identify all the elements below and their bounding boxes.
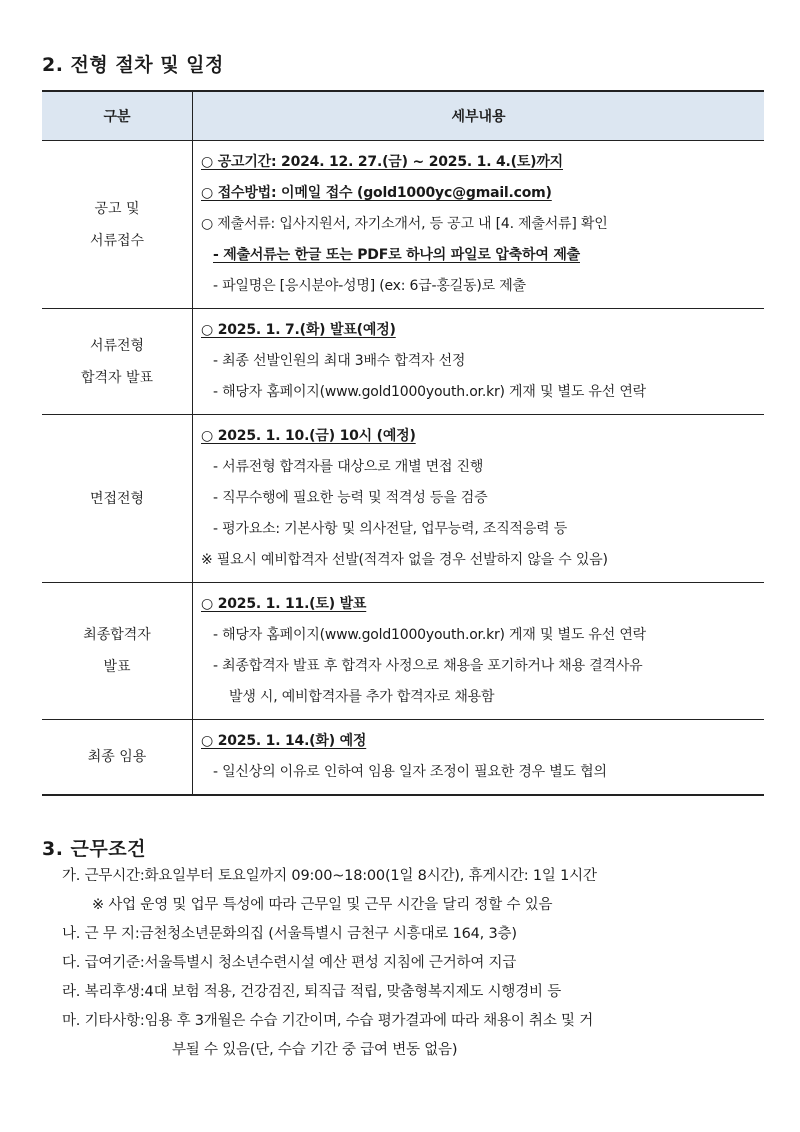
category-cell (42, 141, 193, 309)
detail-text: - 최종 선발인원의 최대 3배수 합격자 선정 (213, 353, 466, 369)
detail-line (201, 178, 764, 209)
detail-line (201, 757, 764, 788)
detail-line (201, 726, 764, 757)
detail-line (201, 514, 764, 545)
table-body (42, 141, 764, 796)
detail-line (201, 315, 764, 346)
detail-text: - 해당자 홈페이지(www.gold1000youth.or.kr) 게재 및 별도 유선 연락 (213, 627, 646, 643)
detail-line (201, 421, 764, 452)
detail-text: - 일신상의 이유로 인하여 임용 일자 조정이 필요한 경우 별도 협의 (213, 764, 607, 780)
condition-item-salary (62, 949, 772, 978)
category-label: 최종합격자 (83, 627, 151, 643)
category-cell (42, 720, 193, 796)
detail-text: ○ 접수방법: 이메일 접수 (gold1000yc@gmail.com) (201, 185, 552, 201)
table-header-row (42, 91, 764, 141)
condition-label: 라. 복리후생: (62, 984, 145, 1000)
condition-label: 가. 근무시간: (62, 868, 145, 884)
working-conditions-list (62, 862, 772, 1065)
condition-value: 서울특별시 청소년수련시설 예산 편성 지침에 근거하여 지급 (144, 955, 517, 971)
category-label: 발표 (103, 659, 131, 675)
category-label: 서류전형 (89, 337, 145, 354)
detail-line (201, 377, 764, 408)
selection-schedule-table (42, 90, 764, 796)
category-cell (42, 415, 193, 583)
condition-value: 임용 후 3개월은 수습 기간이며, 수습 평가결과에 따라 채용이 취소 및 거 (144, 1013, 594, 1029)
category-cell (42, 309, 193, 415)
detail-text: ○ 2025. 1. 7.(화) 발표(예정) (201, 322, 396, 338)
condition-item-benefits (62, 978, 772, 1007)
table-row (42, 415, 764, 583)
detail-line (201, 682, 764, 713)
detail-text: - 제출서류는 한글 또는 PDF로 하나의 파일로 압축하여 제출 (213, 247, 580, 263)
table-row (42, 141, 764, 309)
detail-text: - 해당자 홈페이지(www.gold1000youth.or.kr) 게재 및 별도 유선 연락 (213, 384, 646, 400)
section-title-working-conditions: 3. 근무조건 (42, 838, 146, 860)
category-label: 합격자 발표 (80, 369, 154, 386)
category-label: 최종 임용 (87, 749, 147, 765)
details-cell (193, 720, 765, 796)
detail-text: ○ 2025. 1. 11.(토) 발표 (201, 596, 367, 612)
category-label: 서류접수 (89, 232, 145, 249)
detail-text: 발생 시, 예비합격자를 추가 합격자로 채용함 (229, 689, 495, 705)
detail-line (201, 545, 764, 576)
detail-line (201, 147, 764, 178)
table-row (42, 720, 764, 796)
category-label: 면접전형 (89, 490, 145, 507)
detail-line (201, 483, 764, 514)
details-cell (193, 415, 765, 583)
details-cell (193, 141, 765, 309)
condition-label: 다. 급여기준: (62, 955, 145, 971)
condition-label: 나. 근 무 지: (62, 926, 140, 942)
category-label: 공고 및 (94, 200, 140, 217)
detail-text: - 직무수행에 필요한 능력 및 적격성 등을 검증 (213, 490, 488, 506)
detail-line (201, 620, 764, 651)
detail-line (201, 209, 764, 240)
detail-text: ※ 필요시 예비합격자 선발(적격자 없을 경우 선발하지 않을 수 있음) (201, 552, 608, 568)
section-title-selection-process: 2. 전형 절차 및 일정 (42, 54, 224, 76)
table-row (42, 583, 764, 720)
header-details: 세부내용 (193, 91, 765, 141)
detail-text: - 최종합격자 발표 후 합격자 사정으로 채용을 포기하거나 채용 결격사유 (213, 658, 643, 674)
detail-line (201, 240, 764, 271)
detail-text: ○ 제출서류: 입사지원서, 자기소개서, 등 공고 내 [4. 제출서류] 확인 (201, 216, 608, 232)
condition-note: ※ 사업 운영 및 업무 특성에 따라 근무일 및 근무 시간을 달리 정할 수 있음 (92, 897, 553, 913)
detail-line (201, 651, 764, 682)
condition-value: 화요일부터 토요일까지 09:00~18:00(1일 8시간), 휴게시간: 1일 1시간 (144, 868, 597, 884)
condition-item-hours (62, 862, 772, 891)
detail-line (201, 452, 764, 483)
detail-text: ○ 2025. 1. 10.(금) 10시 (예정) (201, 428, 416, 444)
details-cell (193, 309, 765, 415)
detail-line (201, 346, 764, 377)
detail-line (201, 589, 764, 620)
condition-label: 마. 기타사항: (62, 1013, 145, 1029)
condition-item-location (62, 920, 772, 949)
category-cell (42, 583, 193, 720)
detail-text: ○ 공고기간: 2024. 12. 27.(금) ~ 2025. 1. 4.(토)까지 (201, 154, 564, 170)
detail-text: - 파일명은 [응시분야-성명] (ex: 6급-홍길동)로 제출 (213, 278, 526, 294)
condition-item-other (62, 1007, 772, 1036)
detail-line (201, 271, 764, 302)
detail-text: - 평가요소: 기본사항 및 의사전달, 업무능력, 조직적응력 등 (213, 521, 568, 537)
details-cell (193, 583, 765, 720)
condition-value: 금천청소년문화의집 (서울특별시 금천구 시흥대로 164, 3층) (139, 926, 517, 942)
header-category: 구분 (42, 91, 193, 141)
detail-text: - 서류전형 합격자를 대상으로 개별 면접 진행 (213, 459, 484, 475)
condition-continuation: 부될 수 있음(단, 수습 기간 중 급여 변동 없음) (172, 1042, 458, 1058)
table-row (42, 309, 764, 415)
condition-value: 4대 보험 적용, 건강검진, 퇴직급 적립, 맞춤형복지제도 시행경비 등 (144, 984, 562, 1000)
detail-text: ○ 2025. 1. 14.(화) 예정 (201, 733, 367, 749)
